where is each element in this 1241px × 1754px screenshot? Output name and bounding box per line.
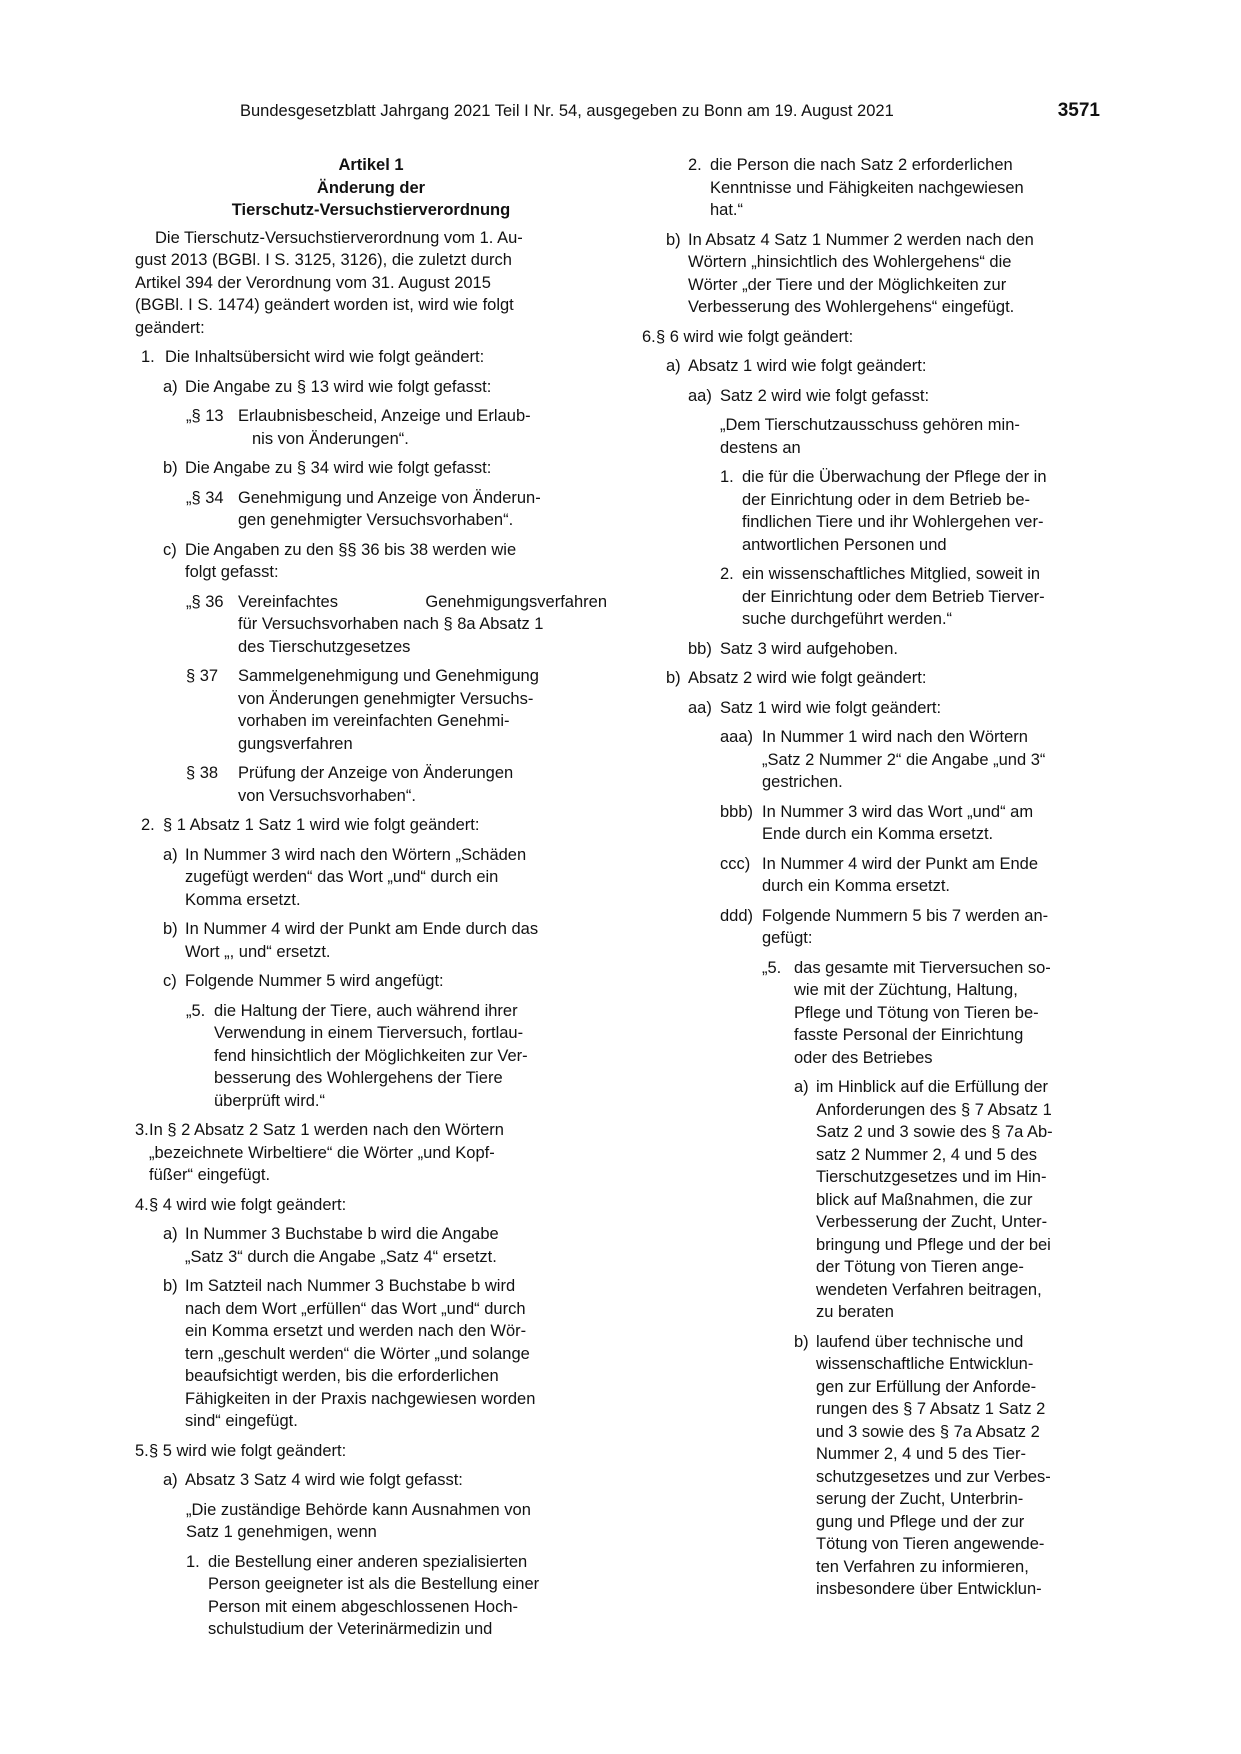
- list-item: b) Absatz 2 wird wie folgt geändert:: [666, 669, 927, 687]
- list-item: b) Die Angabe zu § 34 wird wie folgt gefasst:: [163, 459, 492, 477]
- quoted-entry: „§ 34 Genehmigung und Anzeige von Änderun- gen genehmigter Versuchsvorhaben“.: [186, 488, 541, 529]
- article-title: Artikel 1: [338, 156, 404, 174]
- right-column: [642, 154, 1106, 1601]
- quoted-entry: „5. das gesamte mit Tierversuchen so- wie mit der Züchtung, Haltung, Pflege und Tötung von Tieren be- fasste Personal der Einrichtung oder des Betriebes: [762, 958, 1051, 1067]
- list-item: a) In Nummer 3 Buchstabe b wird die Angabe „Satz 3“ durch die Angabe „Satz 4“ ersetzt.: [163, 1225, 499, 1266]
- list-item: bb) Satz 3 wird aufgehoben.: [688, 639, 898, 658]
- list-item: 4. § 4 wird wie folgt geändert:: [135, 1195, 347, 1214]
- list-item: c) Folgende Nummer 5 wird angefügt:: [163, 972, 444, 990]
- list-item: c) Die Angaben zu den §§ 36 bis 38 werden wie folgt gefasst:: [163, 540, 517, 581]
- quoted-entry: § 38 Prüfung der Anzeige von Änderungen von Versuchsvorhaben“.: [186, 764, 514, 805]
- list-item: b) In Nummer 4 wird der Punkt am Ende durch das Wort „, und“ ersetzt.: [163, 920, 539, 961]
- list-item: 6. § 6 wird wie folgt geändert:: [642, 327, 854, 346]
- list-item: 3. In § 2 Absatz 2 Satz 1 werden nach den Wörtern „bezeichnete Wirbeltiere“ die Wörter „und Kopf- füßer“ eingefügt.: [135, 1121, 504, 1184]
- quoted-entry: 2. die Person die nach Satz 2 erforderlichen Kenntnisse und Fähigkeiten nachgewiesen hat.“: [688, 156, 1024, 219]
- quoted-entry: „§ 36 Vereinfachtes Genehmigungsverfahren für Versuchsvorhaben nach § 8a Absatz 1 des Tierschutzgesetzes: [186, 592, 607, 656]
- quoted-entry: § 37 Sammelgenehmigung und Genehmigung von Änderungen genehmigter Versuchs- vorhaben im vereinfachten Genehmi- gungsverfahren: [186, 667, 539, 753]
- list-item: aaa) In Nummer 1 wird nach den Wörtern „Satz 2 Nummer 2“ die Angabe „und 3“ gestrichen.: [720, 728, 1046, 791]
- list-item: bbb) In Nummer 3 wird das Wort „und“ am Ende durch ein Komma ersetzt.: [720, 802, 1034, 843]
- list-item: b) Im Satzteil nach Nummer 3 Buchstabe b wird nach dem Wort „erfüllen“ das Wort „und“ durch ein Komma ersetzt und werden nach den Wör- tern „geschult werden“ die Wörter „und solange beaufsichtigt werden, bis die erforderlichen Fähigkeiten in der Praxis nachgewiesen worden sind“ eingefügt.: [163, 1277, 536, 1430]
- list-item: aa) Satz 2 wird wie folgt gefasst:: [688, 386, 930, 405]
- quoted-entry: a) im Hinblick auf die Erfüllung der Anforderungen des § 7 Absatz 1 Satz 2 und 3 sowie des § 7a Ab- satz 2 Nummer 2, 4 und 5 des Tierschutzgesetzes und im Hin- blick auf Maßnahmen, die zur Verbesserung der Zucht, Unter- bringung und Pflege und der bei der Tötung von Tieren ange- wendeten Verfahren beitragen, zu beraten: [794, 1078, 1053, 1321]
- page-header: [240, 102, 1100, 128]
- list-item: ccc) In Nummer 4 wird der Punkt am Ende durch ein Komma ersetzt.: [720, 854, 1039, 895]
- list-item: a) In Nummer 3 wird nach den Wörtern „Schäden zugefügt werden“ das Wort „und“ durch ein Komma ersetzt.: [163, 845, 527, 909]
- quoted-paragraph: „Die zuständige Behörde kann Ausnahmen von Satz 1 genehmigen, wenn: [186, 1500, 531, 1541]
- list-item: a) Die Angabe zu § 13 wird wie folgt gefasst:: [163, 377, 492, 396]
- quoted-entry: 2. ein wissenschaftliches Mitglied, soweit in der Einrichtung oder dem Betrieb Tierver- suche durchgeführt werden.“: [720, 565, 1045, 628]
- list-item: 2. § 1 Absatz 1 Satz 1 wird wie folgt geändert:: [141, 816, 480, 834]
- left-column: [135, 154, 607, 1641]
- intro-paragraph: Die Tierschutz-Versuchstierverordnung vom 1. Au- gust 2013 (BGBl. I S. 3125, 3126), die zuletzt durch Artikel 394 der Verordnung vom 31. August 2015 (BGBl. I S. 1474) geändert worden ist, wird wie folgt geändert:: [135, 228, 523, 337]
- running-title: Bundesgesetzblatt Jahrgang 2021 Teil I Nr. 54, ausgegeben zu Bonn am 19. August 2021: [240, 102, 894, 120]
- quoted-paragraph: „Dem Tierschutzausschuss gehören min- destens an: [720, 416, 1020, 457]
- article-heading-line-1: Änderung der: [316, 178, 426, 197]
- page-number: 3571: [1057, 100, 1100, 121]
- quoted-entry: „§ 13 Erlaubnisbescheid, Anzeige und Erlaub- nis von Änderungen“.: [186, 407, 531, 448]
- list-item: aa) Satz 1 wird wie folgt geändert:: [688, 698, 942, 717]
- list-item: a) Absatz 3 Satz 4 wird wie folgt gefasst:: [163, 1471, 463, 1489]
- list-item: a) Absatz 1 wird wie folgt geändert:: [666, 357, 927, 375]
- list-item: 5. § 5 wird wie folgt geändert:: [135, 1441, 347, 1460]
- list-item: 1. Die Inhaltsübersicht wird wie folgt geändert:: [141, 348, 485, 366]
- article-heading-line-2: Tierschutz-Versuchstierverordnung: [231, 201, 511, 219]
- list-item: ddd) Folgende Nummern 5 bis 7 werden an- gefügt:: [720, 906, 1049, 947]
- list-item: b) In Absatz 4 Satz 1 Nummer 2 werden nach den Wörtern „hinsichtlich des Wohlergehens“ die Wörter „der Tiere und der Möglichkeiten zur Verbesserung des Wohlergehens“ eingefügt.: [666, 230, 1034, 316]
- quoted-entry: „5. die Haltung der Tiere, auch während ihrer Verwendung in einem Tierversuch, fortlau- fend hinsichtlich der Möglichkeiten zur Ver- besserung des Wohlergehens der Tiere überprüft wird.“: [186, 1001, 528, 1110]
- quoted-entry: b) laufend über technische und wissenschaftliche Entwicklun- gen zur Erfüllung der Anforde- rungen des § 7 Absatz 1 Satz 2 und 3 sowie des § 7a Absatz 2 Nummer 2, 4 und 5 des Tier- schutzgesetzes und zur Verbes- serung der Zucht, Unterbrin- gung und Pflege und der zur Tötung von Tieren angewende- ten Verfahren zu informieren, insbesondere über Entwicklun-: [794, 1332, 1051, 1598]
- quoted-entry: 1. die Bestellung einer anderen spezialisierten Person geeigneter ist als die Bestellung einer Person mit einem abgeschlossenen Hoch- schulstudium der Veterinärmedizin und: [186, 1552, 540, 1638]
- quoted-entry: 1. die für die Überwachung der Pflege der in der Einrichtung oder in dem Betrieb be- findlichen Tiere und ihr Wohlergehen ver- antwortlichen Personen und: [720, 468, 1047, 554]
